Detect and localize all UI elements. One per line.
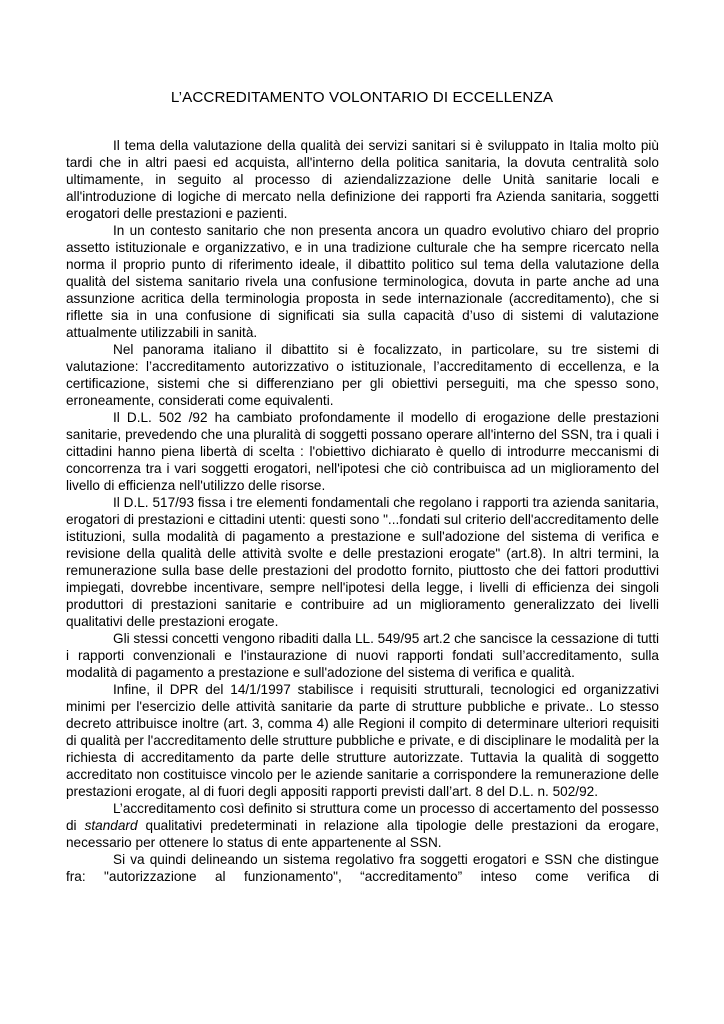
paragraph-8-text-before: L’accreditamento così definito si struttura come un processo di accertamento del possesso di (66, 801, 659, 833)
paragraph-7: Infine, il DPR del 14/1/1997 stabilisce i requisiti strutturali, tecnologici ed organizzativi minimi per l'esercizio delle attività sanitarie da parte di strutture pubbliche e private.. Lo stesso decreto attribuisce inoltre (art. 3, comma 4) alle Regioni il compito di determinare ulteriori requisiti di qualità per l'accreditamento delle strutture pubbliche e private, e di disciplinare le modalità per la richiesta di accreditamento da parte delle strutture autorizzate. Tuttavia la qualità di soggetto accreditato non costituisce vincolo per le aziende sanitarie a corrispondere la remunerazione delle prestazioni erogate, al di fuori degli appositi rapporti previsti dall’art. 8 del D.L. n. 502/92. (66, 682, 659, 799)
paragraph-1: Il tema della valutazione della qualità dei servizi sanitari si è sviluppato in Italia molto più tardi che in altri paesi ed acquista, all'interno della politica sanitaria, la dovuta centralità solo ultimamente, in seguito al processo di aziendalizzazione delle Unità sanitarie locali e all'introduzione di logiche di mercato nella definizione dei rapporti fra Azienda sanitaria, soggetti erogatori delle prestazioni e pazienti. (66, 138, 659, 221)
document-title: L’ACCREDITAMENTO VOLONTARIO DI ECCELLENZA (170, 89, 554, 106)
paragraph-2: In un contesto sanitario che non presenta ancora un quadro evolutivo chiaro del proprio assetto istituzionale e organizzativo, e in una tradizione culturale che ha sempre ricercato nella norma il proprio punto di riferimento ideale, il dibattito politico sul tema della valutazione della qualità del sistema sanitario rivela una confusione terminologica, dovuta in parte anche ad una assunzione acritica della terminologia proposta in sede internazionale (accreditamento), che si riflette sia in una confusione di significati sia sulla capacità d’uso di sistemi di valutazione attualmente utilizzabili in sanità. (66, 223, 659, 340)
document-body (66, 137, 659, 885)
paragraph-6: Gli stessi concetti vengono ribaditi dalla LL. 549/95 art.2 che sancisce la cessazione di tutti i rapporti convenzionali e l'instaurazione di nuovi rapporti fondati sull’accreditamento, sulla modalità di pagamento a prestazione e sull'adozione del sistema di verifica e qualità. (66, 631, 659, 680)
paragraph-3: Nel panorama italiano il dibattito si è focalizzato, in particolare, su tre sistemi di valutazione: l’accreditamento autorizzativo o istituzionale, l’accreditamento di eccellenza, e la certificazione, sistemi che si differenziano per gli obiettivi perseguiti, ma che spesso sono, erroneamente, considerati come equivalenti. (66, 342, 659, 408)
paragraph-5: Il D.L. 517/93 fissa i tre elementi fondamentali che regolano i rapporti tra azienda sanitaria, erogatori di prestazioni e cittadini utenti: questi sono "...fondati sul criterio dell'accreditamento delle istituzioni, sulla modalità di pagamento a prestazione e sull'adozione del sistema di verifica e revisione della qualità delle attività svolte e delle prestazioni erogate" (art.8). In altri termini, la remunerazione sulla base delle prestazioni del prodotto fornito, piuttosto che dei fattori produttivi impiegati, dovrebbe incentivare, sempre nell'ipotesi della legge, i livelli di efficienza dei singoli produttori di prestazioni sanitarie e contribuire ad un miglioramento generalizzato dei livelli qualitativi delle prestazioni erogate. (66, 495, 659, 629)
paragraph-9: Si va quindi delineando un sistema regolativo fra soggetti erogatori e SSN che distingue fra: "autorizzazione al funzionamento", “accreditamento” inteso come verifica di (66, 852, 659, 884)
paragraph-8-text-after: qualitativi predeterminati in relazione alla tipologie delle prestazioni da erogare, necessario per ottenere lo status di ente appartenente al SSN. (66, 818, 660, 850)
paragraph-8-italic-word: standard (84, 818, 138, 833)
paragraph-4: Il D.L. 502 /92 ha cambiato profondamente il modello di erogazione delle prestazioni sanitarie, prevedendo che una pluralità di soggetti possano operare all'interno del SSN, tra i quali i cittadini hanno piena libertà di scelta : l'obiettivo dichiarato è quello di introdurre meccanismi di concorrenza tra i vari soggetti erogatori, nell'ipotesi che ciò contribuisca ad un miglioramento del livello di efficienza nell'utilizzo delle risorse. (66, 410, 659, 493)
paragraph-8 (66, 800, 659, 851)
